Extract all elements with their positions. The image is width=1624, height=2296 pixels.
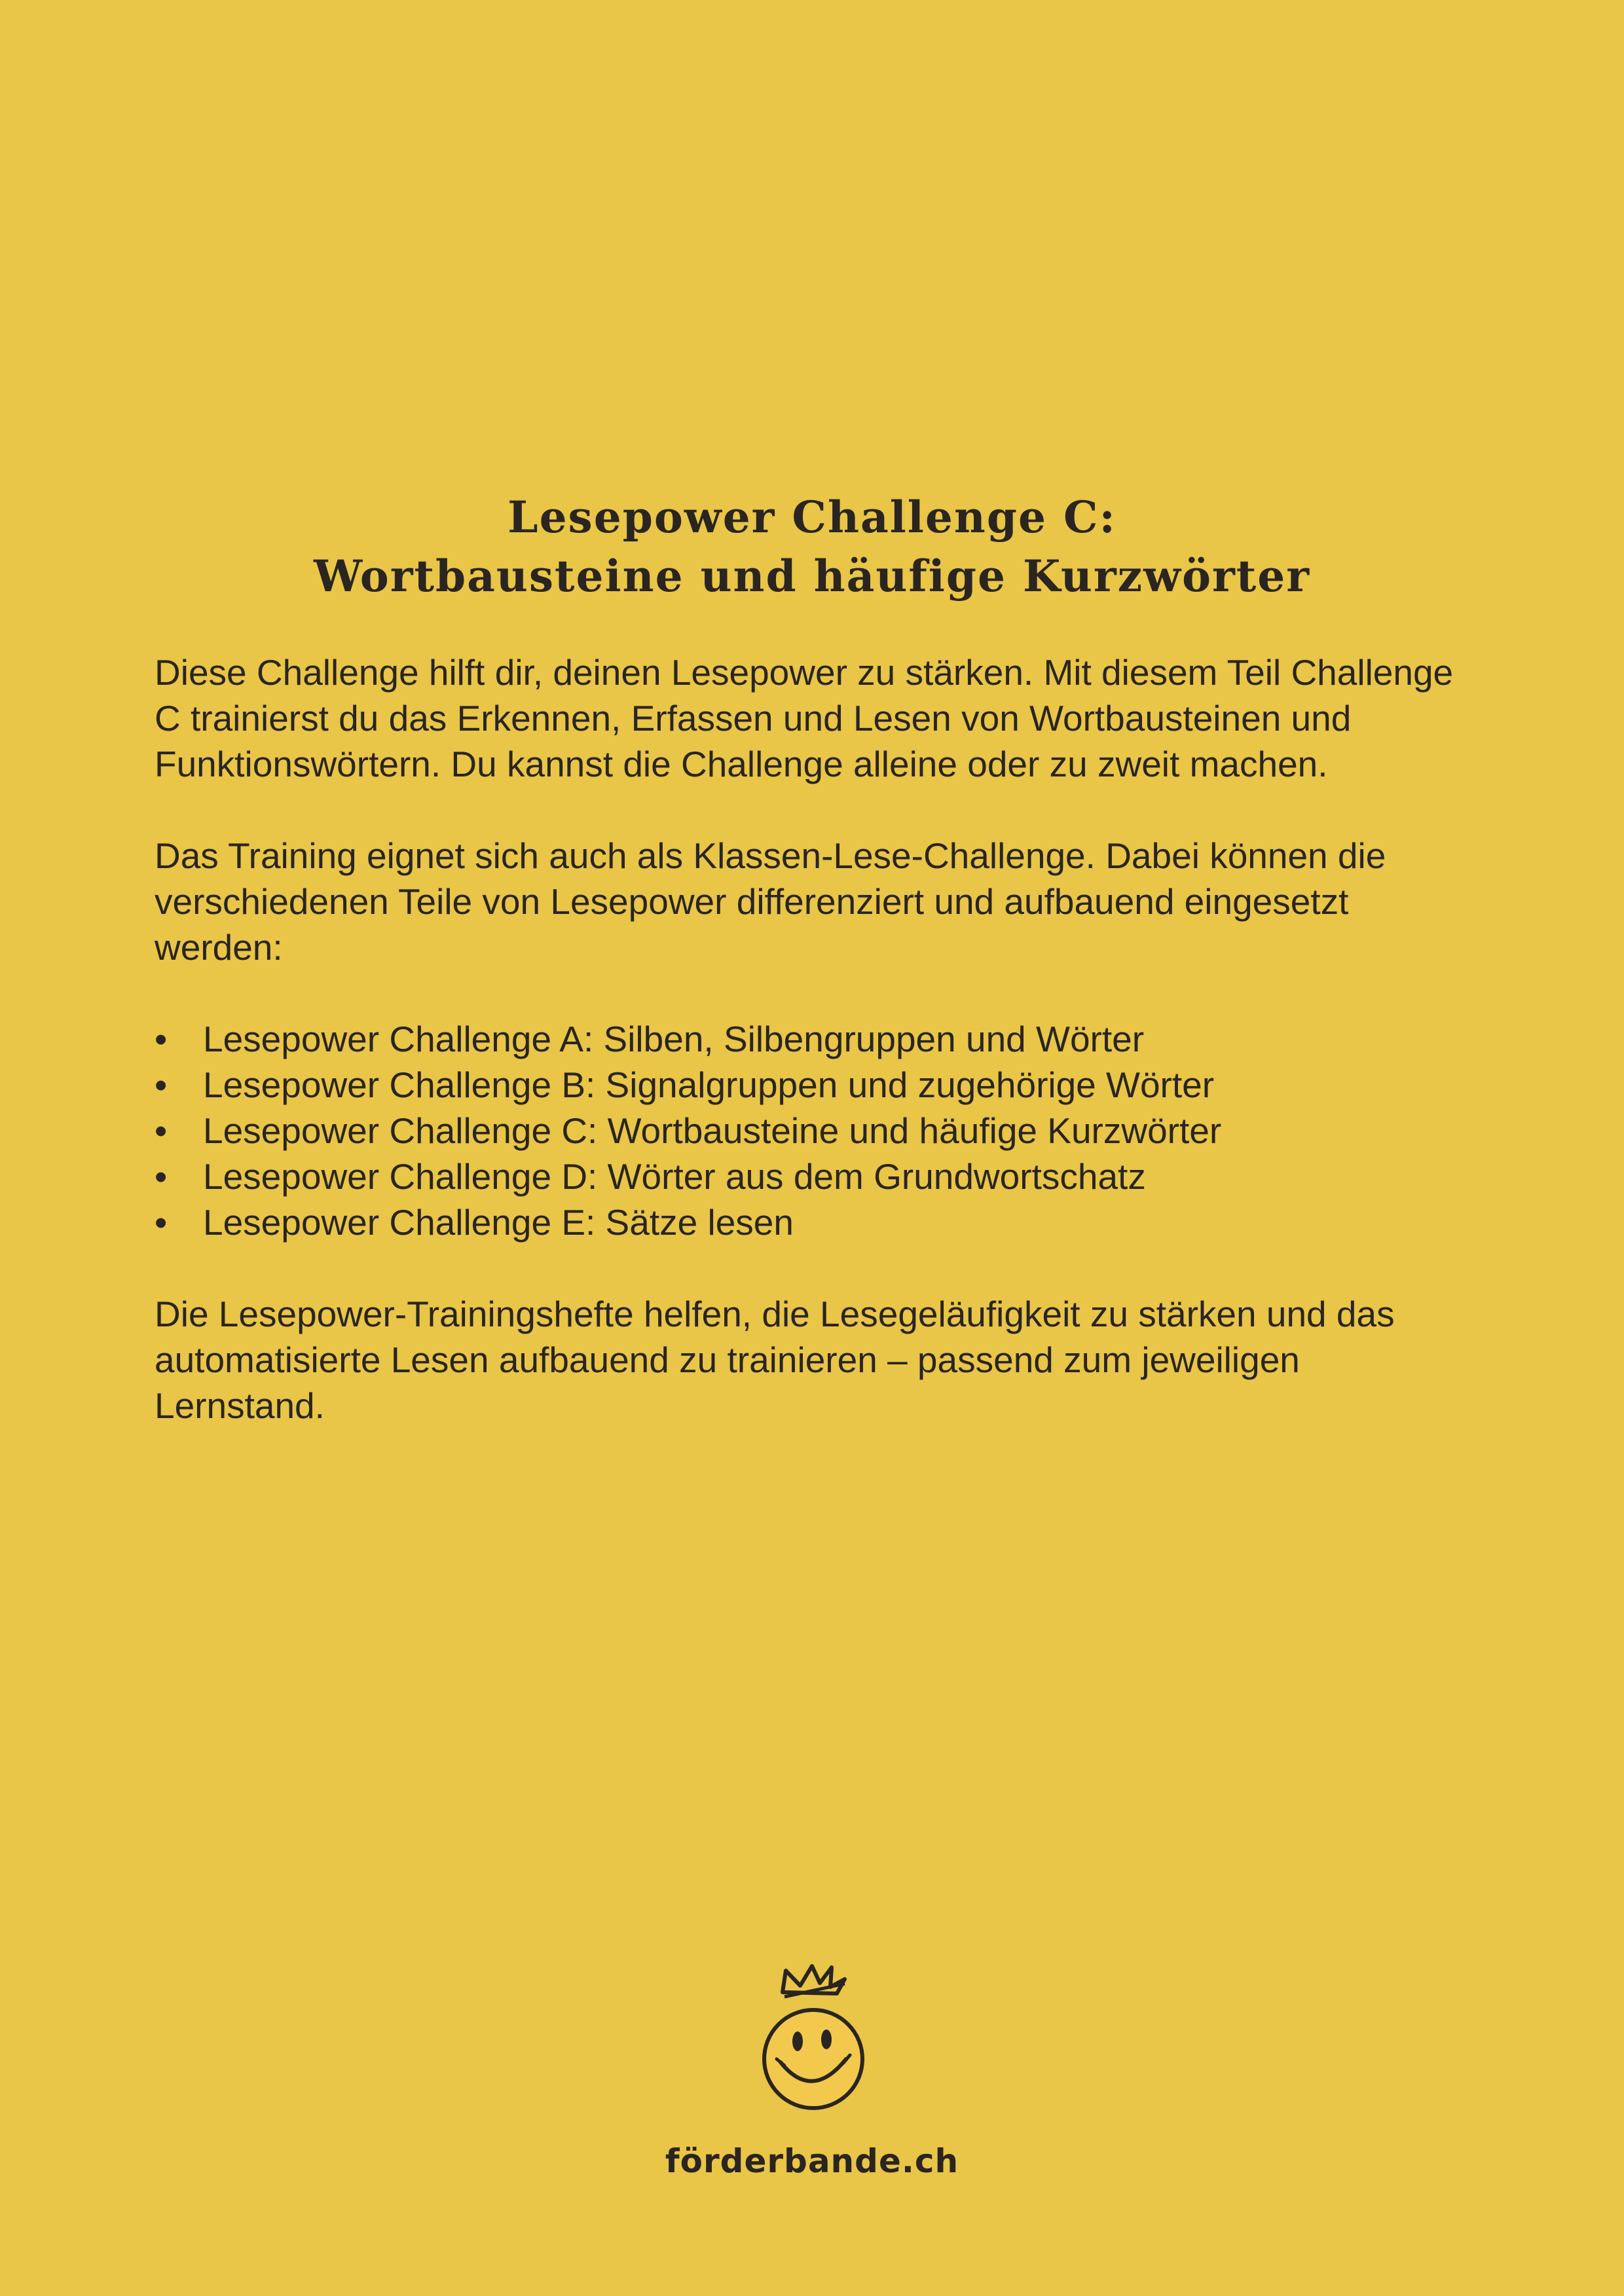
list-item-text: Lesepower Challenge B: Signalgruppen und zugehörige Wörter xyxy=(203,1065,1215,1105)
list-item-text: Lesepower Challenge C: Wortbausteine und häufige Kurzwörter xyxy=(203,1110,1222,1151)
title-line-2: Wortbausteine und häufige Kurzwörter xyxy=(313,551,1310,602)
challenge-list xyxy=(155,1016,1477,1245)
title-line-1: Lesepower Challenge C: xyxy=(507,492,1116,543)
bullet-icon: • xyxy=(155,1202,168,1243)
intro-paragraph: Diese Challenge hilft dir, deinen Lesepower zu stärken. Mit diesem Teil Challenge C trainierst du das Erkennen, Erfassen und Lesen von Wortbausteinen und Funktionswörtern. Du kannst die Challenge alleine oder zu zweit machen. xyxy=(155,652,1454,784)
smiley-crown-icon xyxy=(747,1961,891,2124)
closing-paragraph: Die Lesepower-Trainingshefte helfen, die Lesegeläufigkeit zu stärken und das automatisierte Lesen aufbauend zu trainieren – passend zum jeweiligen Lernstand. xyxy=(155,1294,1395,1426)
list-item-text: Lesepower Challenge E: Sätze lesen xyxy=(203,1202,794,1243)
bullet-icon: • xyxy=(155,1110,168,1151)
body-text xyxy=(155,649,1477,1474)
list-item xyxy=(155,1199,1477,1245)
training-paragraph: Das Training eignet sich auch als Klassen-Lese-Challenge. Dabei können die verschiedenen Teile von Lesepower differenziert und aufbauend eingesetzt werden: xyxy=(155,835,1386,968)
list-item xyxy=(155,1062,1477,1108)
list-item xyxy=(155,1108,1477,1154)
list-item xyxy=(155,1016,1477,1062)
list-item-text: Lesepower Challenge A: Silben, Silbengruppen und Wörter xyxy=(203,1019,1145,1059)
bullet-icon: • xyxy=(155,1019,168,1059)
page-title xyxy=(0,488,1624,606)
list-item xyxy=(155,1154,1477,1199)
bullet-icon: • xyxy=(155,1065,168,1105)
bullet-icon: • xyxy=(155,1156,168,1197)
brand-name: förderbande.ch xyxy=(665,2142,959,2180)
list-item-text: Lesepower Challenge D: Wörter aus dem Grundwortschatz xyxy=(203,1156,1146,1197)
